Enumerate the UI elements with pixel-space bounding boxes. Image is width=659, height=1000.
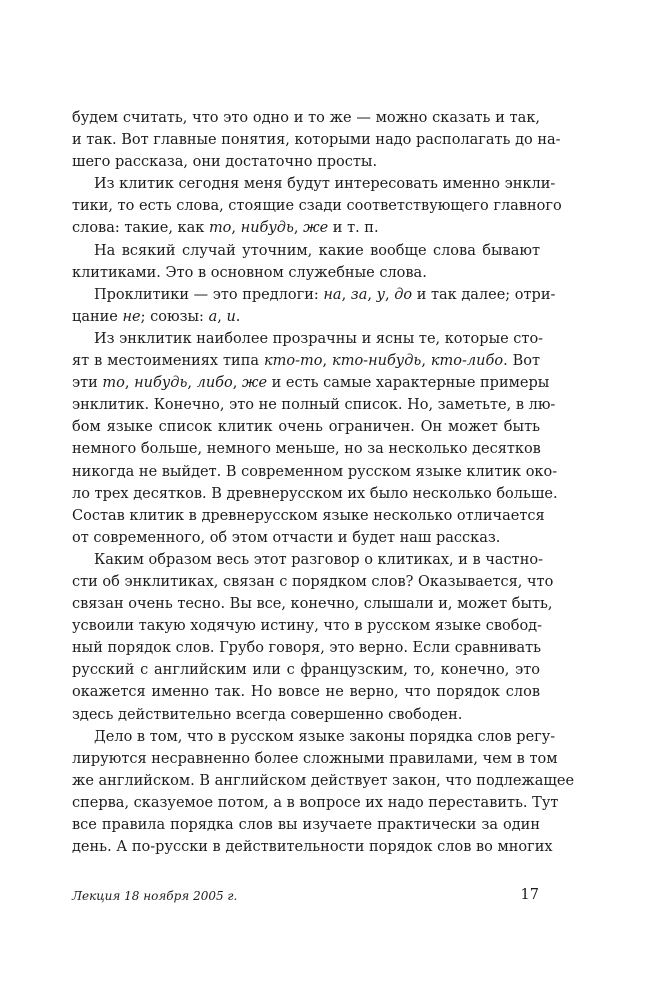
text-line: связан очень тесно. Вы все, конечно, слышали и, может быть, xyxy=(72,596,553,613)
text-line: русский с английским или с французским, то, конечно, это xyxy=(72,662,540,679)
text-line: будем считать, что это одно и то же — можно сказать и так, xyxy=(72,110,540,126)
text-line: Состав клитик в древнерусском языке несколько отличается xyxy=(72,507,545,524)
text-line: сперва, сказуемое потом, а в вопросе их надо переставить. Тут xyxy=(72,794,559,811)
text-line: На всякий случай уточним, какие вообще слова бывают xyxy=(94,242,540,259)
text-line: ный порядок слов. Грубо говоря, это верно. Если сравнивать xyxy=(72,640,541,657)
text-line: тики, то есть слова, стоящие сзади соответствующего главного xyxy=(72,198,562,215)
text-line: эти то, нибудь, либо, же и есть самые характерные примеры xyxy=(72,375,550,392)
text-line: энклитик. Конечно, это не полный список. Но, заметьте, в лю- xyxy=(72,397,556,414)
page-number: 17 xyxy=(520,887,539,903)
text-line: от современного, об этом отчасти и будет наш рассказ. xyxy=(72,529,501,546)
text-line: ят в местоимениях типа кто-то, кто-нибудь, кто-либо. Вот xyxy=(72,353,541,370)
text-line: и так. Вот главные понятия, которыми надо располагать до на- xyxy=(72,132,561,149)
text-line: день. А по-русски в действительности порядок слов во многих xyxy=(72,839,553,856)
text-line: Дело в том, что в русском языке законы порядка слов регу- xyxy=(94,728,556,745)
text-line: немного больше, немного меньше, но за несколько десятков xyxy=(72,441,541,458)
text-line: Проклитики — это предлоги: на, за, у, до и так далее; отри- xyxy=(94,286,556,303)
body-text xyxy=(72,107,575,858)
text-line: бом языке список клитик очень ограничен. Он может быть xyxy=(72,419,540,436)
text-line: здесь действительно всегда совершенно свободен. xyxy=(72,706,463,723)
text-line: цание не; союзы: а, и. xyxy=(72,308,241,325)
text-line: Из энклитик наиболее прозрачны и ясны те, которые сто- xyxy=(94,330,544,347)
text-line: все правила порядка слов вы изучаете практически за один xyxy=(72,817,540,833)
text-line: окажется именно так. Но вовсе не верно, что порядок слов xyxy=(72,684,540,701)
text-line: никогда не выйдет. В современном русском языке клитик око- xyxy=(72,463,558,480)
text-line: Из клитик сегодня меня будут интересовать именно энкли- xyxy=(94,176,556,193)
text-line: клитиками. Это в основном служебные слова. xyxy=(72,264,427,281)
text-line: ло трех десятков. В древнерусском их было несколько больше. xyxy=(72,485,558,502)
text-line: Каким образом весь этот разговор о клитиках, и в частно- xyxy=(94,551,543,568)
text-line: шего рассказа, они достаточно просты. xyxy=(72,154,378,171)
text-line: слова: такие, как то, нибудь, же и т. п. xyxy=(72,220,379,237)
running-footer-title: Лекция 18 ноября 2005 г. xyxy=(72,889,238,903)
text-line: лируются несравненно более сложными правилами, чем в том xyxy=(72,750,558,767)
text-line: сти об энклитиках, связан с порядком слов? Оказывается, что xyxy=(72,573,554,590)
text-line: же английском. В английском действует закон, что подлежащее xyxy=(72,772,575,789)
text-line: усвоили такую ходячую истину, что в русском языке свобод- xyxy=(72,618,543,635)
